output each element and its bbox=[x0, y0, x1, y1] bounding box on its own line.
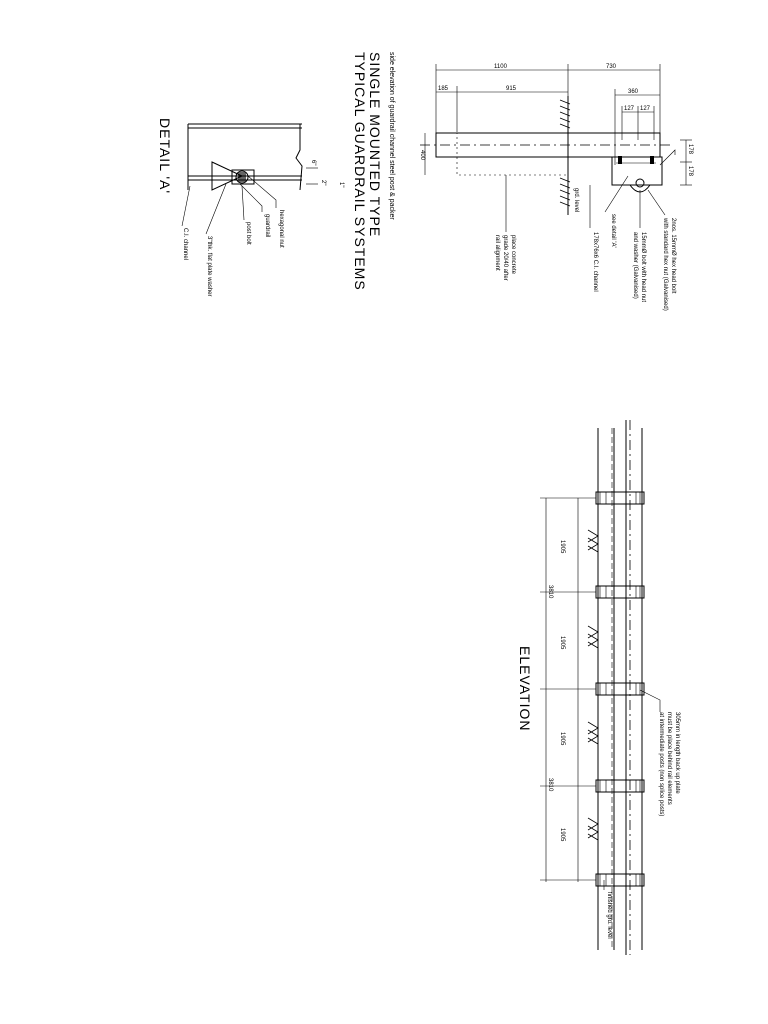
note-channel: 178x76x6 C.I. channel bbox=[592, 232, 598, 292]
dim-span-1: 3810 bbox=[547, 585, 553, 599]
title-line-2: SINGLE MOUNTED TYPE bbox=[367, 52, 383, 238]
dim-post: 400 bbox=[419, 150, 425, 161]
detail-dim-3: 2" bbox=[320, 180, 326, 186]
detail-a bbox=[157, 118, 344, 297]
note-grd-level: grd. level bbox=[573, 188, 579, 213]
dim-a: 185 bbox=[438, 86, 449, 92]
detail-label-washer: 3"thk. flat plate washer bbox=[206, 236, 212, 297]
dim-s2: 1905 bbox=[559, 636, 565, 650]
ground-hatch bbox=[560, 96, 570, 215]
note-finished-level: finished grd. level bbox=[606, 892, 612, 939]
dim-e: 127 bbox=[640, 106, 651, 112]
dim-g: 178 bbox=[687, 166, 693, 177]
dim-span-2: 3810 bbox=[547, 778, 553, 792]
dim-d: 127 bbox=[624, 106, 635, 112]
title-line-1: TYPICAL GUARDRAIL SYSTEMS bbox=[352, 52, 368, 291]
note-plate-2: must be place behind rail elements bbox=[666, 712, 672, 805]
detail-label-channel: C.I. channel bbox=[182, 228, 188, 261]
dim-s1: 1905 bbox=[559, 540, 565, 554]
title-subtitle: side elevation of guardrail channel steel post & packer bbox=[388, 52, 395, 220]
posts bbox=[596, 492, 644, 886]
note-post-bolt-2: and washer (Galvanised) bbox=[632, 232, 638, 299]
detail-dim-2: 1" bbox=[338, 182, 344, 188]
title-block bbox=[352, 52, 395, 291]
note-see-detail: see detail 'A' bbox=[610, 214, 616, 248]
detail-label-guardrail: guardrail bbox=[264, 214, 270, 238]
note-post-bolt: 15mmØ bolt with head nut bbox=[640, 232, 646, 303]
note-bolt: 2nos. 15mmØ hex head bolt bbox=[670, 218, 676, 294]
dim-f: 178 bbox=[687, 144, 693, 155]
note-plate-3: at intermediate posts (non splice posts) bbox=[658, 712, 664, 817]
detail-dim-1: 6" bbox=[310, 160, 316, 166]
note-plate-1: 305mm in length back up plate bbox=[674, 712, 680, 794]
detail-label-post-bolt: post bolt bbox=[245, 222, 251, 245]
elevation-view bbox=[517, 420, 680, 955]
dim-overall: 1100 bbox=[494, 64, 507, 70]
dim-s3: 1905 bbox=[559, 732, 565, 746]
note-bolt-2: with standard hex nut (Galvanised) bbox=[662, 218, 668, 311]
dim-c: 360 bbox=[628, 89, 639, 95]
dim-right: 730 bbox=[606, 64, 617, 70]
dim-s4: 1905 bbox=[559, 828, 565, 842]
detail-title: DETAIL 'A' bbox=[157, 118, 173, 195]
elevation-title: ELEVATION bbox=[517, 646, 533, 732]
dim-b: 915 bbox=[506, 86, 517, 92]
detail-label-nut: hexagonal nut bbox=[278, 210, 284, 248]
note-concrete: place concrete bbox=[510, 235, 516, 275]
note-concrete-2: grade 20/40 after bbox=[502, 235, 508, 281]
section-view bbox=[419, 64, 693, 311]
note-concrete-3: rail alignment bbox=[494, 235, 500, 271]
